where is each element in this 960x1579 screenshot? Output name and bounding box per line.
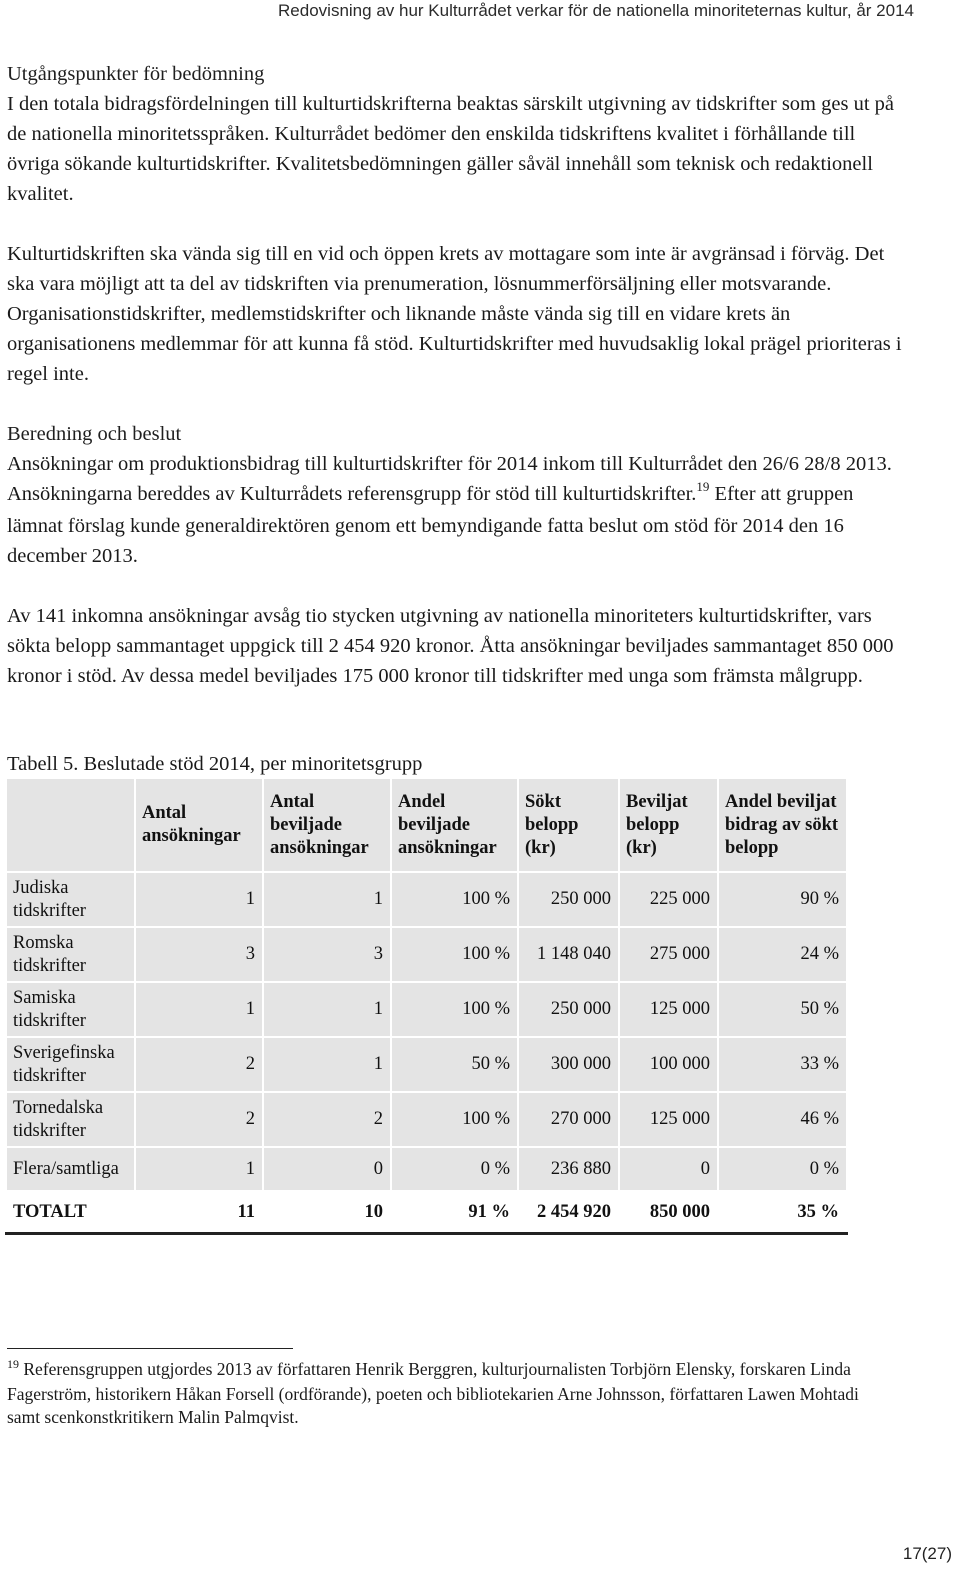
footnote-text: Referensgruppen utgjordes 2013 av författaren Henrik Berggren, kulturjournalisten Torbjörn Elensky, forskaren Linda Fagerström, historikern Håkan Forsell (ordförande), poeten och bibliotekarien Arne Johnsson, författaren Lawen Mohtadi samt scenkonstkritikern Malin Palmqvist. [7,1359,859,1427]
footnote-number: 19 [7,1357,19,1371]
table-row [6,872,847,927]
table-cell: 0 % [718,1147,847,1191]
section-heading: Utgångspunkter för bedömning [7,63,265,85]
support-table [5,777,848,1235]
table-cell: 250 000 [518,872,619,927]
table-cell: 225 000 [619,872,718,927]
table-cell: 3 [263,927,391,982]
table-cell: 33 % [718,1037,847,1092]
table-cell: 24 % [718,927,847,982]
table-total-row [6,1191,847,1234]
table-row [6,1092,847,1147]
section-utgangspunkter [7,59,907,389]
table-cell: 2 [135,1092,263,1147]
table-cell: 50 % [718,982,847,1037]
section-beredning [7,419,907,691]
table-cell: Judiska tidskrifter [6,872,135,927]
table-cell: 1 [135,982,263,1037]
table-cell: 100 % [391,872,518,927]
paragraph-text: Ansökningar om produktionsbidrag till kulturtidskrifter för 2014 inkom till Kulturrådet den 26/6 28/8 2013. Ansökningarna bereddes av Kulturrådets referensgrupp för stöd till kulturtidskrifter. [7,453,892,505]
table-cell: 1 148 040 [518,927,619,982]
table-cell: 11 [135,1191,263,1234]
table-cell: 100 % [391,982,518,1037]
table-header-row [6,778,847,872]
table-cell: 270 000 [518,1092,619,1147]
paragraph: I den totala bidragsfördelningen till kulturtidskrifterna beaktas särskilt utgivning av tidskrifter som ges ut på de nationella minoritetsspråken. Kulturrådet bedömer den enskilda tidskriftens kvalitet i förhållande till övriga sökande kulturtidskrifter. Kvalitetsbedömningen gäller såväl innehåll som teknisk och redaktionell kvalitet. [7,93,894,205]
table-cell: Romska tidskrifter [6,927,135,982]
table-cell: 300 000 [518,1037,619,1092]
running-header: Redovisning av hur Kulturrådet verkar för de nationella minoriteternas kultur, år 2014 [278,1,914,20]
table-cell: 100 % [391,1092,518,1147]
table-cell: 10 [263,1191,391,1234]
table-cell: 1 [135,1147,263,1191]
table-cell: TOTALT [6,1191,135,1234]
table-cell: 1 [263,872,391,927]
table-row [6,982,847,1037]
paragraph-text: Efter att gruppen lämnat förslag kunde generaldirektören genom ett bemyndigande fatta beslut om stöd för 2014 den 16 december 2013. [7,483,854,567]
column-header [6,778,135,872]
paragraph: Kulturtidskriften ska vända sig till en vid och öppen krets av mottagare som inte är avgränsad i förväg. Det ska vara möjligt att ta del av tidskriften via prenumeration, lösnummerförsäljning eller motsvarande. Organisationstidskrifter, medlemstidskrifter och liknande måste vända sig till en vidare krets än organisationens medlemmar för att kunna få stöd. Kulturtidskrifter med huvudsaklig lokal prägel prioriteras i regel inte. [7,243,902,385]
table-cell: 0 [263,1147,391,1191]
column-header: Andel beviljade ansökningar [391,778,518,872]
section-heading: Beredning och beslut [7,423,182,445]
table-cell: 46 % [718,1092,847,1147]
table-cell: 850 000 [619,1191,718,1234]
table-cell: 0 [619,1147,718,1191]
column-header: Andel beviljat bidrag av sökt belopp [718,778,847,872]
table-cell: 2 [263,1092,391,1147]
table-cell: 0 % [391,1147,518,1191]
footnote-divider [7,1348,293,1349]
table-cell: 250 000 [518,982,619,1037]
table-cell: 236 880 [518,1147,619,1191]
table-cell: 100 000 [619,1037,718,1092]
paragraph [7,449,907,571]
table-cell: Tornedalska tidskrifter [6,1092,135,1147]
column-header: Antal ansökningar [135,778,263,872]
table-cell: 2 [135,1037,263,1092]
page-number: 17(27) [902,1544,952,1563]
table-cell: 125 000 [619,1092,718,1147]
table-cell: Sverigefinska tidskrifter [6,1037,135,1092]
table-cell: 1 [135,872,263,927]
column-header: Antal beviljade ansökningar [263,778,391,872]
table-row [6,1037,847,1092]
paragraph: Av 141 inkomna ansökningar avsåg tio stycken utgivning av nationella minoriteters kulturtidskrifter, vars sökta belopp sammantaget uppgick till 2 454 920 kronor. Åtta ansökningar beviljades sammantaget 850 000 kronor i stöd. Av dessa medel beviljades 175 000 kronor till tidskrifter med unga som främsta målgrupp. [7,605,894,687]
footnote [7,1358,887,1429]
table-cell: 50 % [391,1037,518,1092]
table-cell: 125 000 [619,982,718,1037]
footnote-reference[interactable]: 19 [696,479,710,494]
table-cell: 90 % [718,872,847,927]
table-caption: Tabell 5. Beslutade stöd 2014, per minoritetsgrupp [7,753,423,775]
table-row [6,1147,847,1191]
table-cell: 3 [135,927,263,982]
table-cell: 35 % [718,1191,847,1234]
table-cell: Flera/samtliga [6,1147,135,1191]
column-header: Sökt belopp (kr) [518,778,619,872]
table-cell: 91 % [391,1191,518,1234]
table-cell: Samiska tidskrifter [6,982,135,1037]
table-cell: 2 454 920 [518,1191,619,1234]
table-cell: 275 000 [619,927,718,982]
column-header: Beviljat belopp (kr) [619,778,718,872]
table-cell: 1 [263,1037,391,1092]
table-cell: 100 % [391,927,518,982]
table-cell: 1 [263,982,391,1037]
table-row [6,927,847,982]
